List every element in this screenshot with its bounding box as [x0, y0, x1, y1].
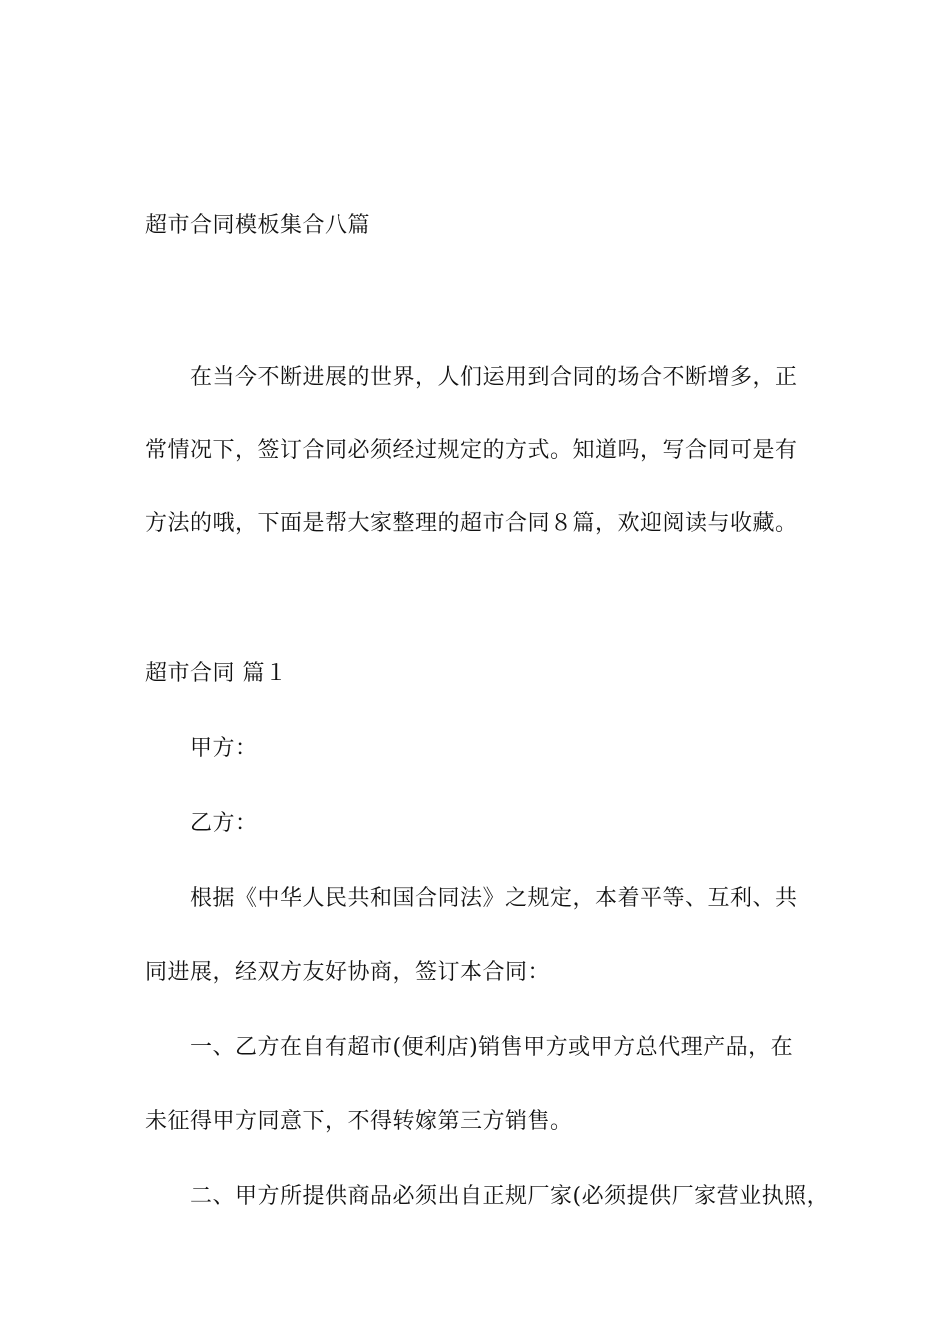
party-b-label: 乙方： [190, 811, 258, 836]
clause-2-line-1: 二、甲方所提供商品必须出自正规厂家(必须提供厂家营业执照， [190, 1184, 830, 1209]
intro-line-3: 方法的哦，下面是帮大家整理的超市合同８篇，欢迎阅读与收藏。 [145, 511, 798, 536]
document-title: 超市合同模板集合八篇 [145, 213, 371, 238]
party-a-label: 甲方： [190, 736, 258, 761]
section-heading: 超市合同 篇１ [145, 661, 288, 686]
clause-1-line-2: 未征得甲方同意下，不得转嫁第三方销售。 [145, 1109, 573, 1134]
preamble-line-2: 同进展，经双方友好协商，签订本合同： [145, 960, 551, 985]
intro-line-2: 常情况下，签订合同必须经过规定的方式。知道吗，写合同可是有 [145, 438, 798, 463]
clause-1-line-1: 一、乙方在自有超市(便利店)销售甲方或甲方总代理产品，在 [190, 1035, 794, 1060]
preamble-line-1: 根据《中华人民共和国合同法》之规定，本着平等、互利、共 [190, 886, 798, 911]
intro-line-1: 在当今不断进展的世界，人们运用到合同的场合不断增多，正 [190, 365, 798, 390]
